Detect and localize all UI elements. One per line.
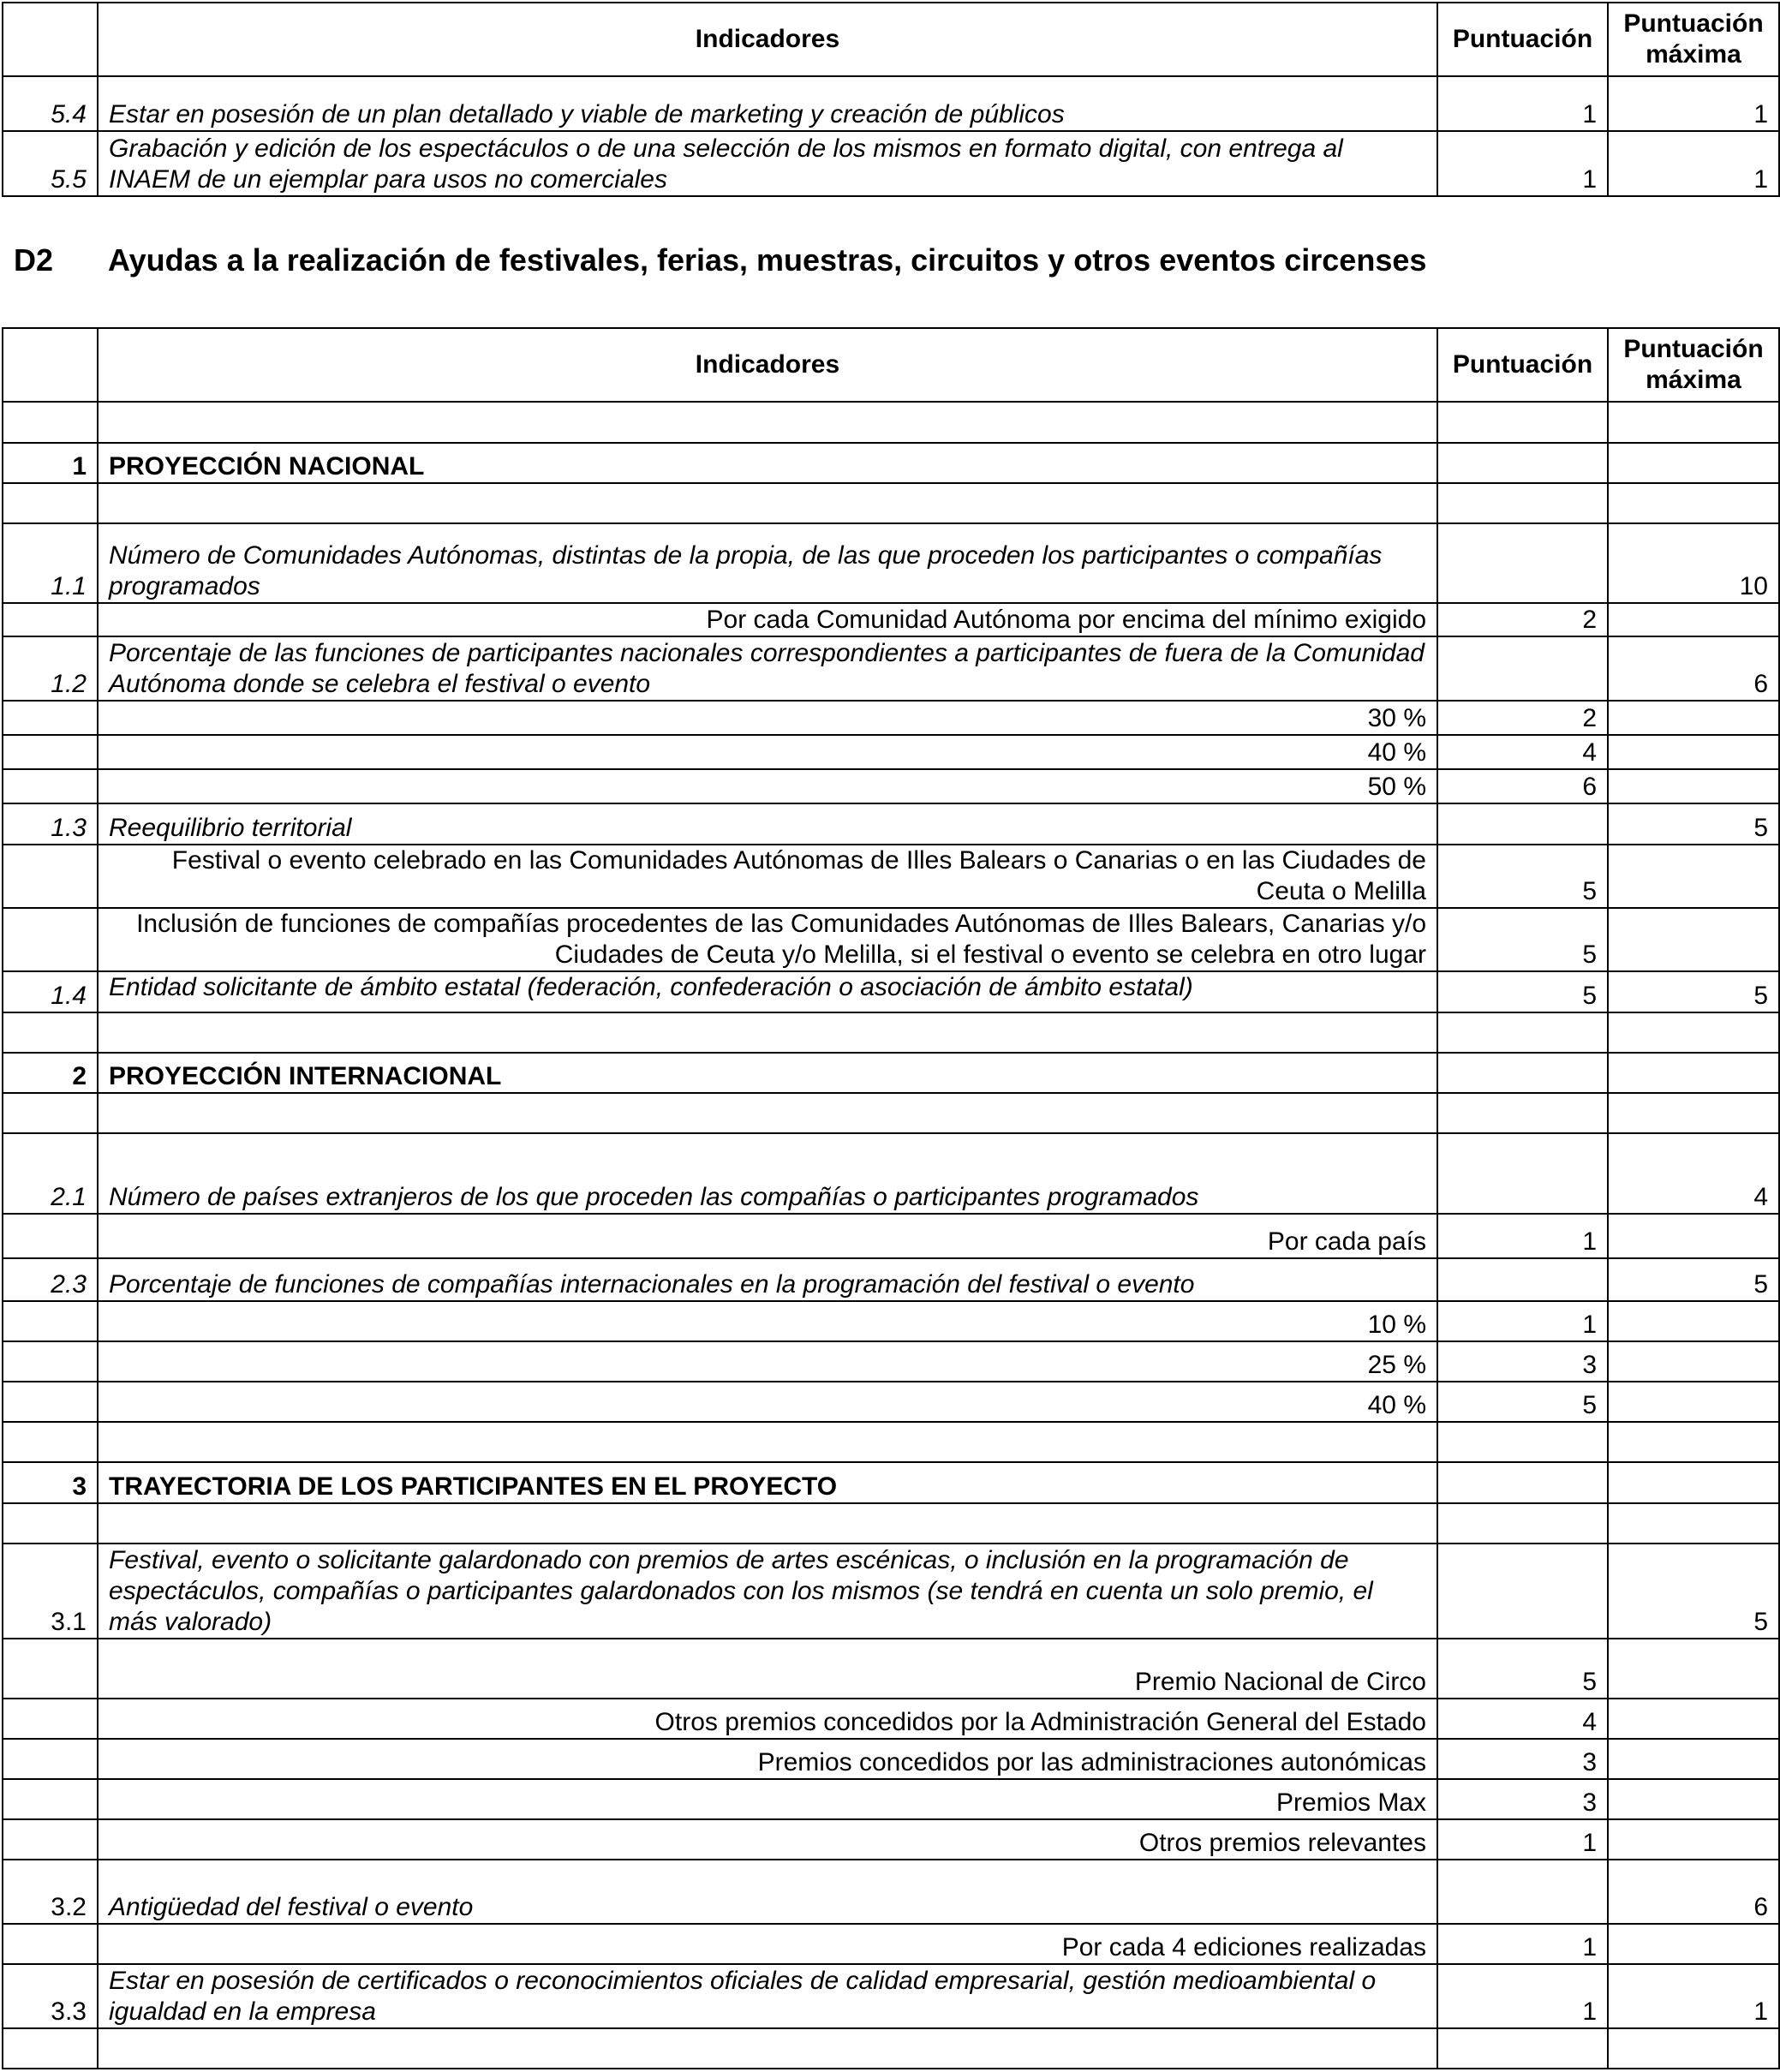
table-row xyxy=(3,76,1779,131)
row-max: 5 xyxy=(1608,1544,1779,1639)
empty-row xyxy=(3,2028,1779,2069)
sub-row-text: Por cada 4 ediciones realizadas xyxy=(98,1924,1437,1964)
row-max: 1 xyxy=(1608,76,1779,131)
sub-row xyxy=(3,1739,1779,1779)
row-score: 1 xyxy=(1437,1301,1608,1341)
table-header-row xyxy=(3,3,1779,76)
row-text: Grabación y edición de los espectáculos o de una selección de los mismos en formato digital, con entrega al INAEM de un ejemplar para usos no comerciales xyxy=(98,131,1437,196)
row-max: 1 xyxy=(1608,131,1779,196)
row-score: 4 xyxy=(1437,735,1608,769)
row-max: 1 xyxy=(1608,1964,1779,2028)
section-number: 3 xyxy=(3,1462,98,1503)
section-title: PROYECCIÓN NACIONAL xyxy=(98,443,1437,483)
sub-row-text: Premios concedidos por las administraciones autonómicas xyxy=(98,1739,1437,1779)
sub-row xyxy=(3,1301,1779,1341)
table-row xyxy=(3,1860,1779,1924)
sub-row xyxy=(3,1639,1779,1699)
row-score: 1 xyxy=(1437,1964,1608,2028)
sub-row xyxy=(3,603,1779,636)
row-max: 6 xyxy=(1608,1860,1779,1924)
empty-row xyxy=(3,1012,1779,1053)
header-puntuacion: Puntuación xyxy=(1437,328,1608,402)
row-number: 1.3 xyxy=(3,803,98,845)
row-max: 5 xyxy=(1608,1258,1779,1301)
empty-row xyxy=(3,1422,1779,1462)
criteria-table-2 xyxy=(2,327,1780,2069)
sub-row-text: Inclusión de funciones de compañías procedentes de las Comunidades Autónomas de Illes Balears, Canarias y/o Ciudades de Ceuta y/o Melilla, si el festival o evento se celebra en otro lugar xyxy=(98,908,1437,971)
sub-row-text: 30 % xyxy=(98,701,1437,735)
header-indicadores: Indicadores xyxy=(98,3,1437,76)
sub-row xyxy=(3,1382,1779,1422)
row-number: 3.2 xyxy=(3,1860,98,1924)
sub-row xyxy=(3,701,1779,735)
sub-row-text: 25 % xyxy=(98,1341,1437,1382)
section-code: D2 xyxy=(14,242,54,278)
sub-row-text: Otros premios relevantes xyxy=(98,1819,1437,1860)
row-text: Estar en posesión de un plan detallado y viable de marketing y creación de públicos xyxy=(98,76,1437,131)
table-row xyxy=(3,1133,1779,1214)
row-number: 5.4 xyxy=(3,76,98,131)
sub-row xyxy=(3,735,1779,769)
row-text: Festival, evento o solicitante galardonado con premios de artes escénicas, o inclusión en la programación de espectáculos, compañías o participantes galardonados con los mismos (se tendrá en cuenta un solo premio, el más valorado) xyxy=(98,1544,1437,1639)
sub-row xyxy=(3,1699,1779,1739)
sub-row-text: Premios Max xyxy=(98,1779,1437,1819)
sub-row xyxy=(3,845,1779,908)
row-score: 5 xyxy=(1437,971,1608,1012)
row-score: 5 xyxy=(1437,845,1608,908)
sub-row-text: 10 % xyxy=(98,1301,1437,1341)
header-puntuacion: Puntuación xyxy=(1437,3,1608,76)
table-row xyxy=(3,971,1779,1012)
section-number: 2 xyxy=(3,1053,98,1093)
sub-row xyxy=(3,1214,1779,1258)
sub-row-text: 40 % xyxy=(98,735,1437,769)
row-score: 1 xyxy=(1437,131,1608,196)
empty-row xyxy=(3,402,1779,443)
row-number: 5.5 xyxy=(3,131,98,196)
row-score: 5 xyxy=(1437,1639,1608,1699)
row-number: 1.1 xyxy=(3,523,98,603)
section-number: 1 xyxy=(3,443,98,483)
row-max: 5 xyxy=(1608,803,1779,845)
section-row xyxy=(3,1053,1779,1093)
header-puntuacion-maxima: Puntuación máxima xyxy=(1608,3,1779,76)
table-row xyxy=(3,636,1779,701)
header-indicadores: Indicadores xyxy=(98,328,1437,402)
criteria-table-1 xyxy=(2,2,1780,197)
sub-row xyxy=(3,1924,1779,1964)
section-title: Ayudas a la realización de festivales, ferias, muestras, circuitos y otros eventos circenses xyxy=(108,242,1427,278)
sub-row xyxy=(3,769,1779,803)
row-max: 4 xyxy=(1608,1133,1779,1214)
row-max: 10 xyxy=(1608,523,1779,603)
row-text: Porcentaje de funciones de compañías internacionales en la programación del festival o evento xyxy=(98,1258,1437,1301)
row-number: 1.4 xyxy=(3,971,98,1012)
table-row xyxy=(3,1258,1779,1301)
row-max: 6 xyxy=(1608,636,1779,701)
header-puntuacion-maxima: Puntuación máxima xyxy=(1608,328,1779,402)
empty-row xyxy=(3,1503,1779,1544)
header-blank xyxy=(3,328,98,402)
row-score: 1 xyxy=(1437,1214,1608,1258)
empty-row xyxy=(3,483,1779,523)
row-score: 1 xyxy=(1437,1924,1608,1964)
table-row xyxy=(3,1964,1779,2028)
section-row xyxy=(3,1462,1779,1503)
row-number: 3.1 xyxy=(3,1544,98,1639)
section-row xyxy=(3,443,1779,483)
table-row xyxy=(3,523,1779,603)
sub-row-text: Por cada Comunidad Autónoma por encima del mínimo exigido xyxy=(98,603,1437,636)
sub-row-text: Por cada país xyxy=(98,1214,1437,1258)
section-title: PROYECCIÓN INTERNACIONAL xyxy=(98,1053,1437,1093)
row-text: Número de Comunidades Autónomas, distintas de la propia, de las que proceden los participantes o compañías programados xyxy=(98,523,1437,603)
sub-row-text: 40 % xyxy=(98,1382,1437,1422)
sub-row xyxy=(3,1819,1779,1860)
row-number: 3.3 xyxy=(3,1964,98,2028)
row-text: Reequilibrio territorial xyxy=(98,803,1437,845)
row-text: Antigüedad del festival o evento xyxy=(98,1860,1437,1924)
row-number: 2.3 xyxy=(3,1258,98,1301)
sub-row-text: Premio Nacional de Circo xyxy=(98,1639,1437,1699)
row-max: 5 xyxy=(1608,971,1779,1012)
row-number: 1.2 xyxy=(3,636,98,701)
row-score: 4 xyxy=(1437,1699,1608,1739)
row-score: 5 xyxy=(1437,1382,1608,1422)
section-heading xyxy=(14,240,1426,281)
row-score: 3 xyxy=(1437,1779,1608,1819)
row-score: 3 xyxy=(1437,1341,1608,1382)
row-score: 2 xyxy=(1437,603,1608,636)
sub-row xyxy=(3,908,1779,971)
empty-row xyxy=(3,1093,1779,1133)
row-text: Porcentaje de las funciones de participantes nacionales correspondientes a participantes de fuera de la Comunidad Autónoma donde se celebra el festival o evento xyxy=(98,636,1437,701)
row-text: Número de países extranjeros de los que proceden las compañías o participantes programados xyxy=(98,1133,1437,1214)
table-row xyxy=(3,1544,1779,1639)
sub-row xyxy=(3,1779,1779,1819)
row-score: 2 xyxy=(1437,701,1608,735)
sub-row xyxy=(3,1341,1779,1382)
table-header-row xyxy=(3,328,1779,402)
row-text: Estar en posesión de certificados o reconocimientos oficiales de calidad empresarial, gestión medioambiental o igualdad en la empresa xyxy=(98,1964,1437,2028)
sub-row-text: 50 % xyxy=(98,769,1437,803)
row-score: 1 xyxy=(1437,76,1608,131)
sub-row-text: Otros premios concedidos por la Administración General del Estado xyxy=(98,1699,1437,1739)
row-number: 2.1 xyxy=(3,1133,98,1214)
sub-row-text: Festival o evento celebrado en las Comunidades Autónomas de Illes Balears o Canarias o en las Ciudades de Ceuta o Melilla xyxy=(98,845,1437,908)
row-score: 5 xyxy=(1437,908,1608,971)
row-score: 6 xyxy=(1437,769,1608,803)
row-score: 1 xyxy=(1437,1819,1608,1860)
row-text: Entidad solicitante de ámbito estatal (federación, confederación o asociación de ámbito estatal) xyxy=(98,971,1437,1012)
row-score: 3 xyxy=(1437,1739,1608,1779)
header-blank xyxy=(3,3,98,76)
table-row xyxy=(3,131,1779,196)
table-row xyxy=(3,803,1779,845)
section-title: TRAYECTORIA DE LOS PARTICIPANTES EN EL PROYECTO xyxy=(98,1462,1437,1503)
